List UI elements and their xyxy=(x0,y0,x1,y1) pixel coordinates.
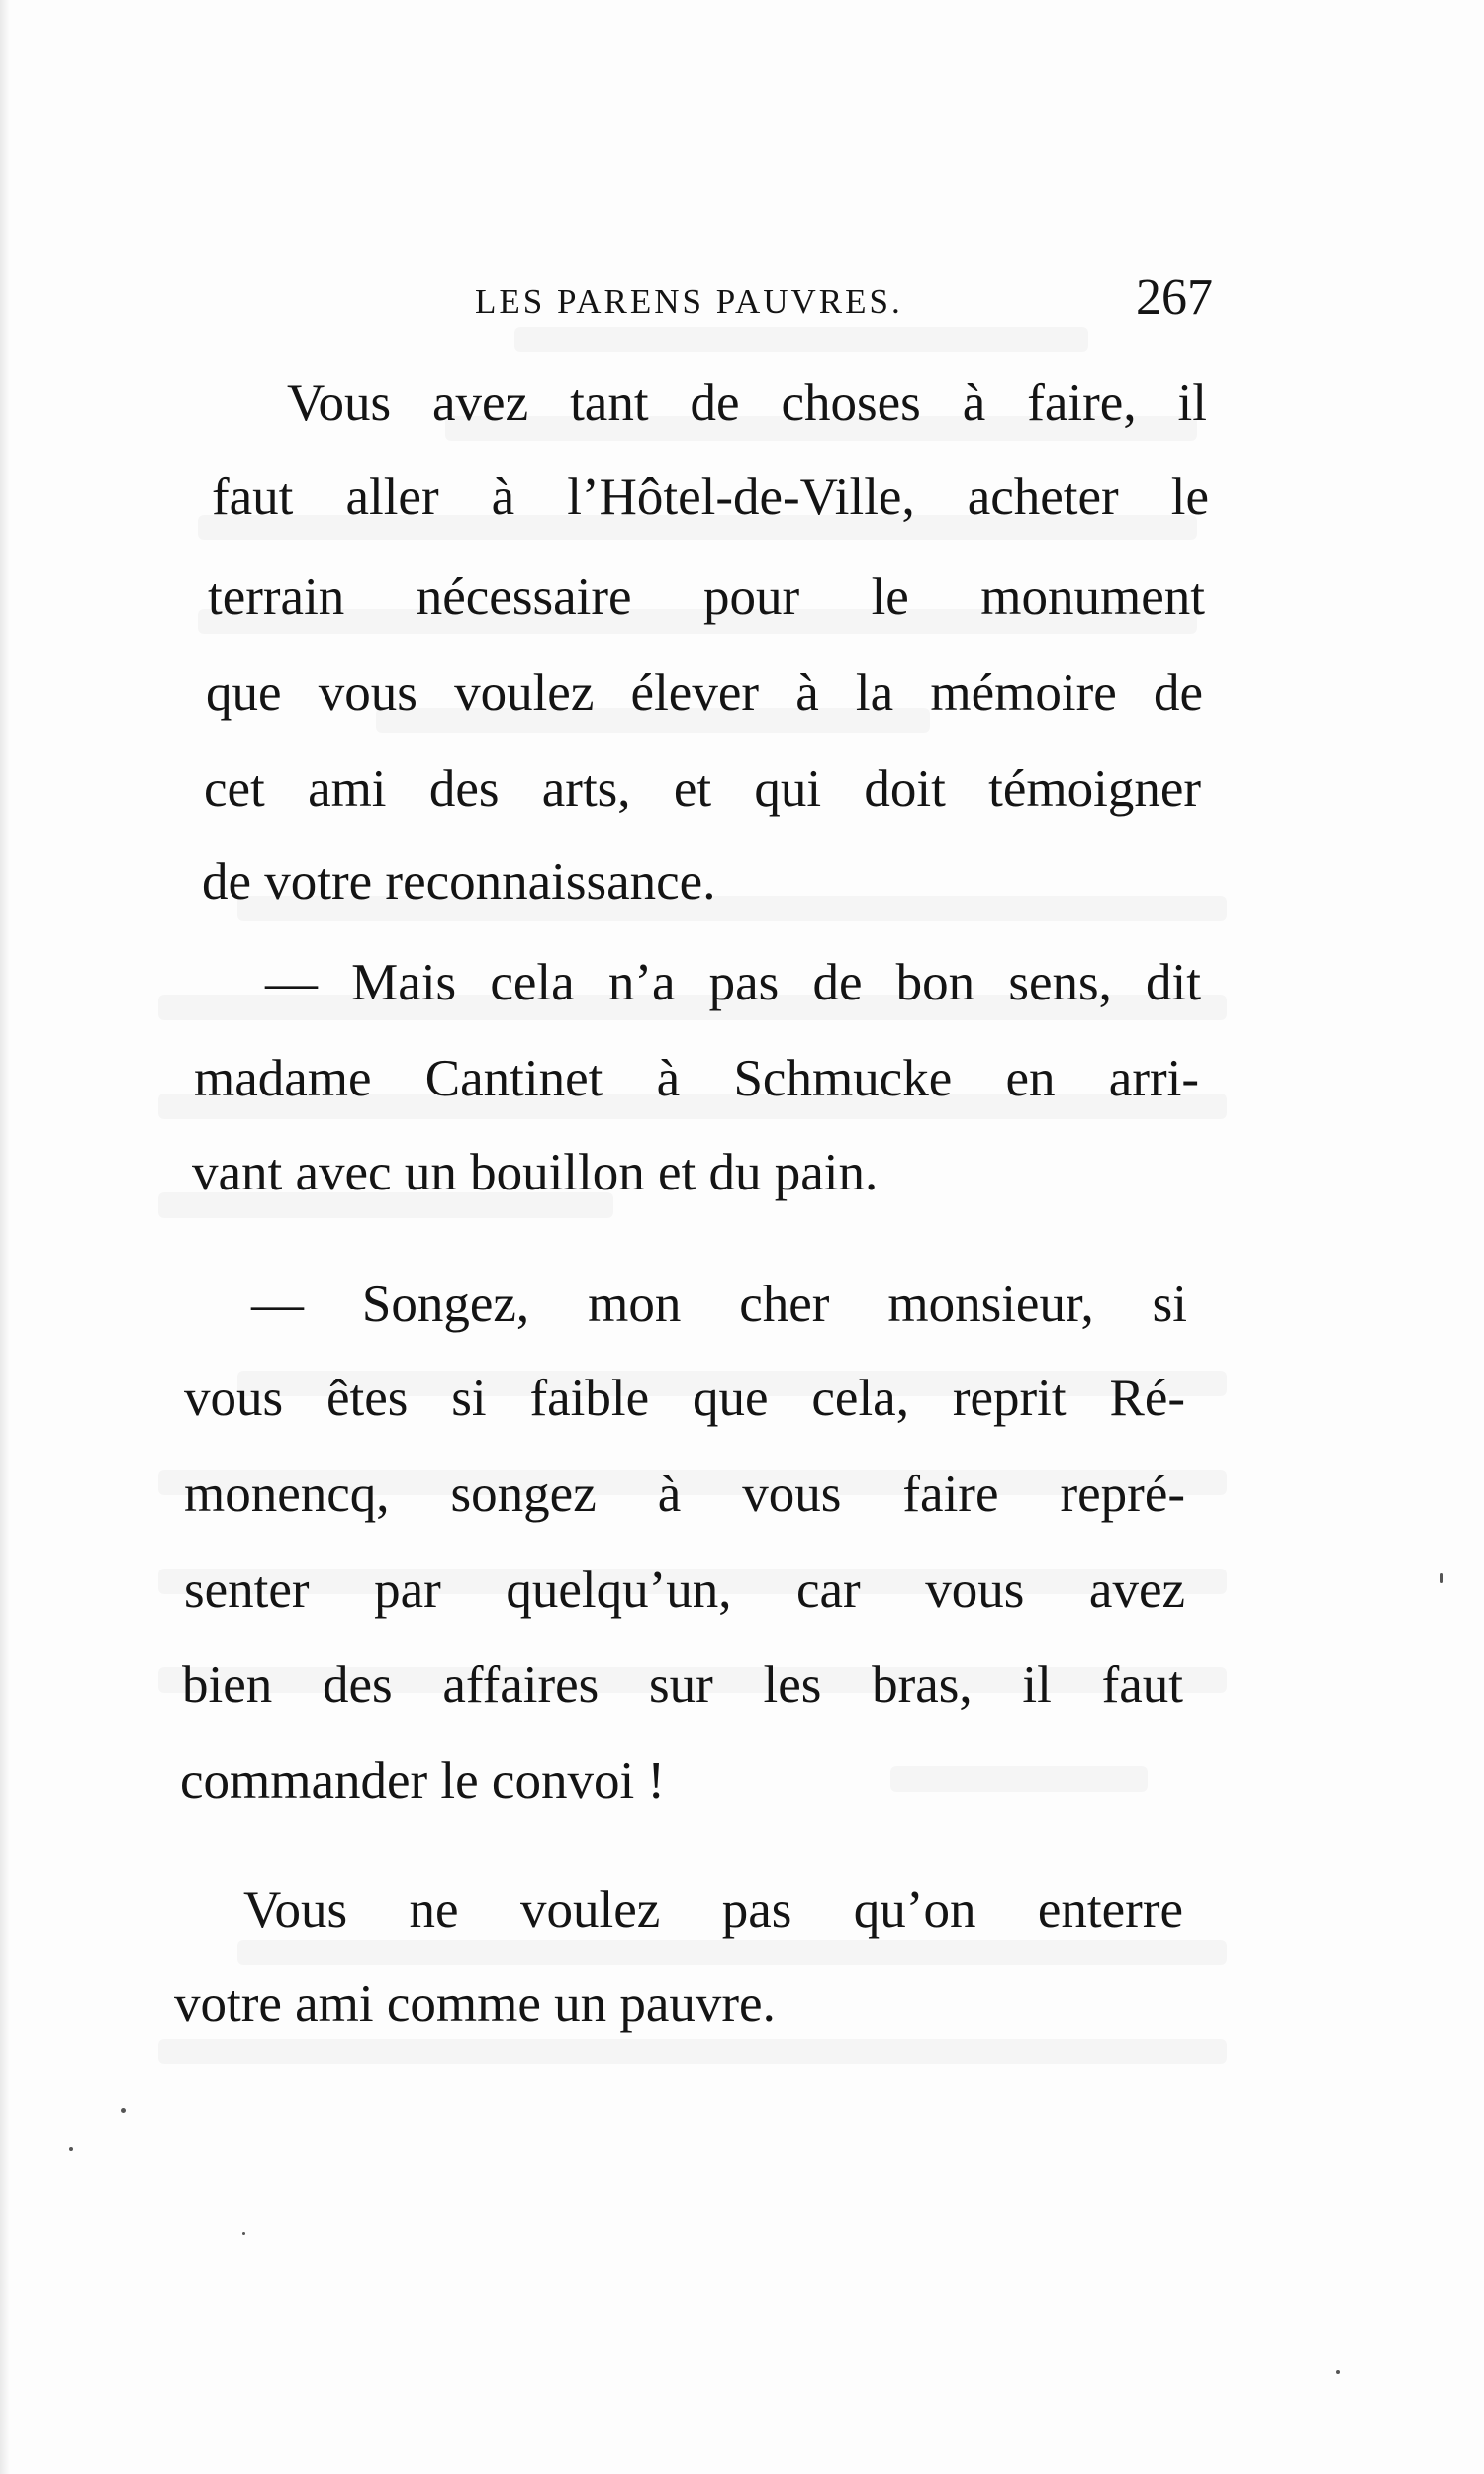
text-line: bien des affaires sur les bras, il faut xyxy=(182,1657,1183,1714)
text-line: votre ami comme un pauvre. xyxy=(174,1975,776,2033)
text-line: commander le convoi ! xyxy=(180,1753,666,1810)
text-line: faut aller à l’Hôtel-de-Ville, acheter le xyxy=(212,468,1209,525)
text-line: terrain nécessaire pour le monument xyxy=(208,568,1205,625)
text-line: vous êtes si faible que cela, reprit Ré- xyxy=(184,1370,1185,1427)
running-title: LES PARENS PAUVRES. xyxy=(475,282,903,321)
text-line: Vous avez tant de choses à faire, il xyxy=(287,374,1207,431)
ink-speck xyxy=(121,2108,126,2113)
text-line: vant avec un bouillon et du pain. xyxy=(192,1144,879,1201)
bleed-line xyxy=(158,2039,1227,2064)
text-line: madame Cantinet à Schmucke en arri- xyxy=(194,1050,1199,1107)
ink-speck xyxy=(242,2232,245,2235)
ink-speck xyxy=(1440,1573,1443,1583)
page-number: 267 xyxy=(1136,269,1213,326)
text-line: monencq, songez à vous faire repré- xyxy=(184,1466,1185,1523)
text-line: de votre reconnaissance. xyxy=(202,853,716,910)
ink-speck xyxy=(69,2147,73,2151)
text-line: cet ami des arts, et qui doit témoigner xyxy=(204,760,1201,817)
text-line: que vous voulez élever à la mémoire de xyxy=(206,664,1203,721)
bleed-line xyxy=(514,327,1088,352)
text-line: Vous ne voulez pas qu’on enterre xyxy=(243,1881,1183,1939)
text-line: senter par quelqu’un, car vous avez xyxy=(184,1562,1185,1619)
ink-speck xyxy=(1336,2370,1340,2374)
bleed-line xyxy=(890,1766,1148,1792)
text-line: — Songez, mon cher monsieur, si xyxy=(251,1276,1187,1333)
text-line: — Mais cela n’a pas de bon sens, dit xyxy=(265,954,1201,1011)
